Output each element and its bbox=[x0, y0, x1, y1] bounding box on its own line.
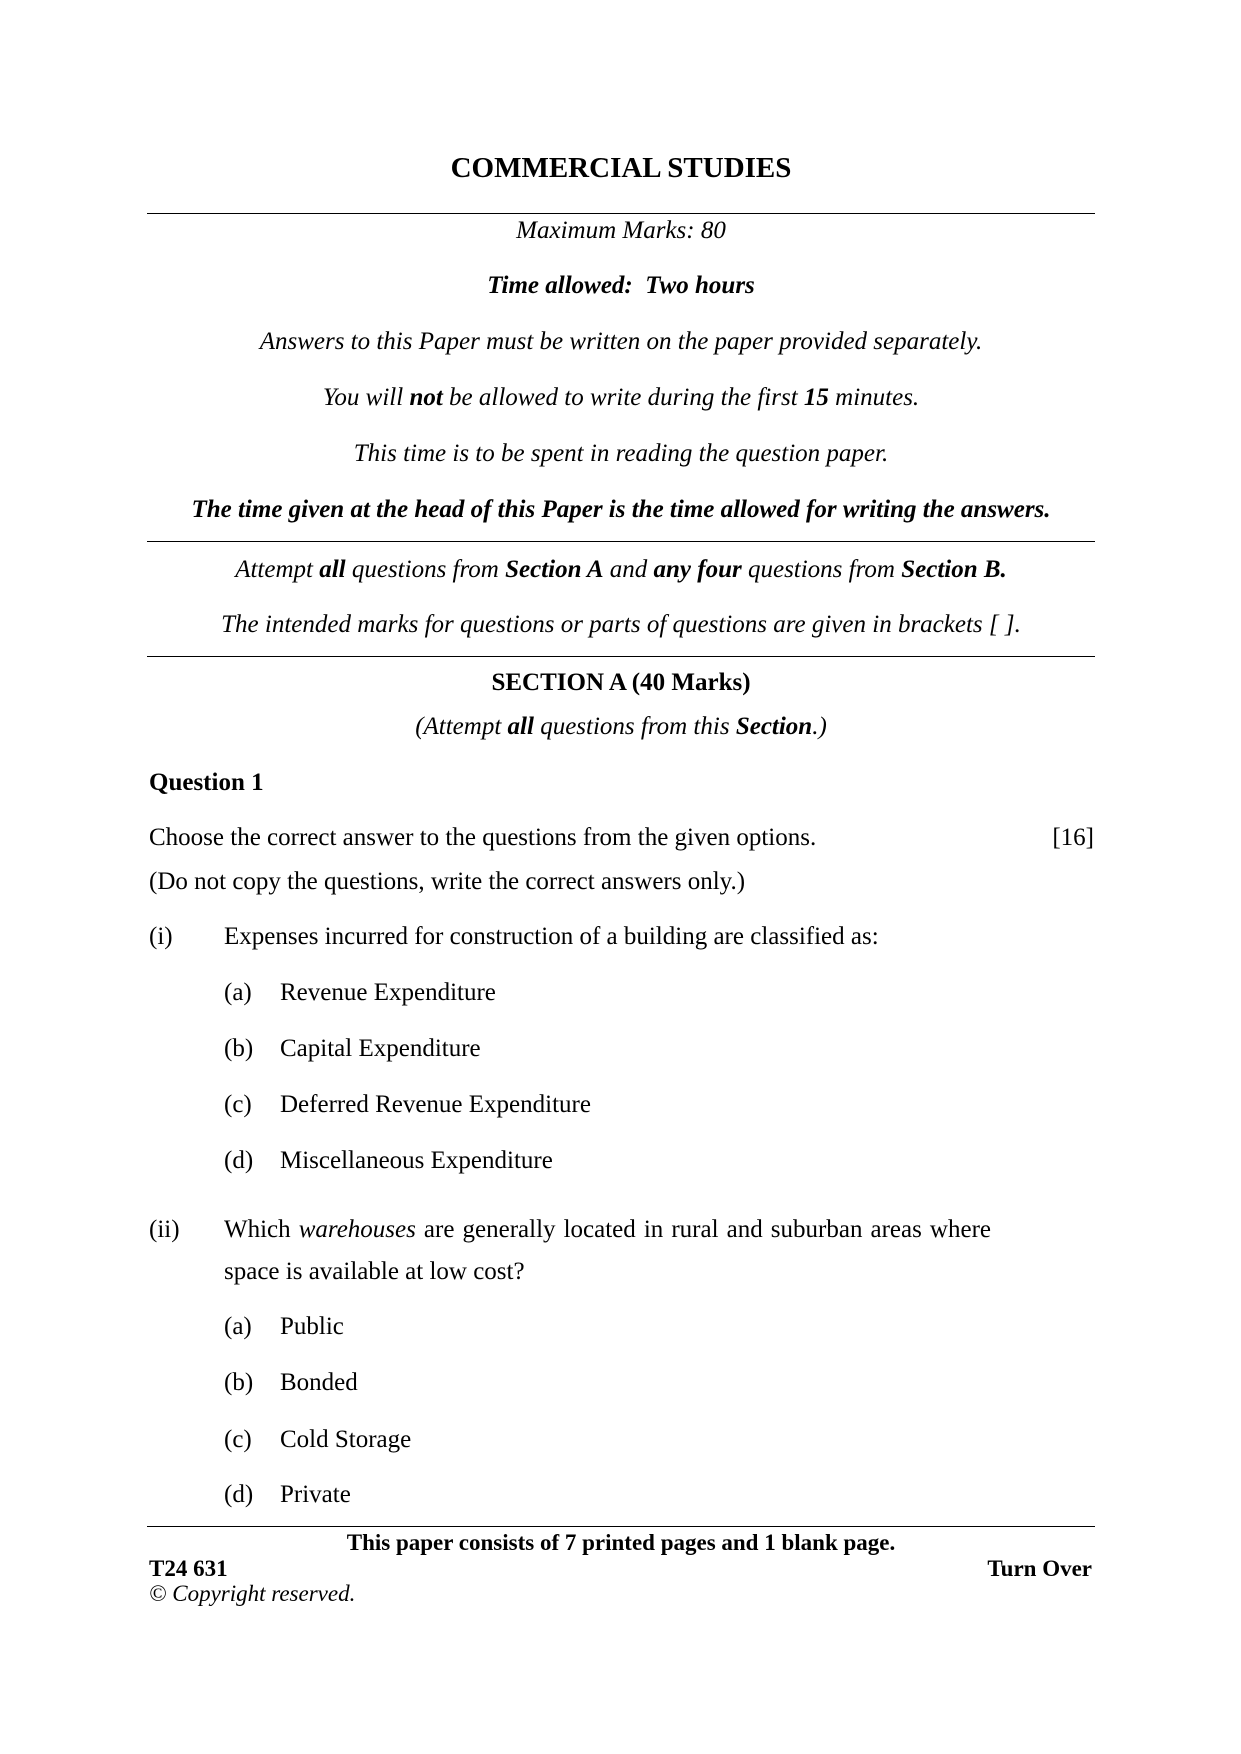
attempt-section-b: Section B. bbox=[901, 556, 1007, 583]
reading-time-instruction bbox=[147, 383, 1095, 413]
option-text: Cold Storage bbox=[280, 1426, 412, 1453]
section-note-text: (Attempt bbox=[415, 713, 508, 740]
copyright-note: © Copyright reserved. bbox=[149, 1581, 356, 1606]
option-label: (d) bbox=[224, 1147, 254, 1174]
part-number: (i) bbox=[149, 923, 173, 950]
question-note: (Do not copy the questions, write the correct answers only.) bbox=[149, 868, 746, 895]
attempt-section-a: Section A bbox=[505, 556, 604, 583]
page-count-note: This paper consists of 7 printed pages and 1 blank page. bbox=[346, 1530, 896, 1555]
reading-purpose: This time is to be spent in reading the question paper. bbox=[353, 440, 889, 467]
paper-code: T24 631 bbox=[149, 1556, 228, 1581]
option-label: (b) bbox=[224, 1035, 254, 1062]
part-text: Expenses incurred for construction of a building are classified as: bbox=[224, 923, 879, 950]
divider-section bbox=[147, 656, 1095, 657]
reading-minutes: 15 bbox=[803, 384, 829, 411]
option-label: (c) bbox=[224, 1091, 252, 1118]
section-note-emphasis: Section bbox=[735, 713, 813, 740]
part-text: Which bbox=[224, 1216, 299, 1243]
attempt-text: and bbox=[603, 556, 654, 583]
time-allowed: Time allowed: Two hours bbox=[487, 272, 755, 299]
option-label: (a) bbox=[224, 979, 252, 1006]
reading-text: be allowed to write during the first bbox=[442, 384, 804, 411]
part-text-line-2: space is available at low cost? bbox=[224, 1258, 525, 1285]
attempt-text: questions from bbox=[741, 556, 902, 583]
section-note-text: .) bbox=[812, 713, 827, 740]
divider-top bbox=[147, 213, 1095, 214]
answers-instruction: Answers to this Paper must be written on the paper provided separately. bbox=[259, 328, 983, 355]
section-a-note bbox=[147, 712, 1095, 742]
question-prompt: Choose the correct answer to the questions from the given options. bbox=[149, 824, 817, 851]
option-label: (d) bbox=[224, 1481, 254, 1508]
option-label: (c) bbox=[224, 1426, 252, 1453]
option-text: Public bbox=[280, 1313, 344, 1340]
question-marks: [16] bbox=[1052, 824, 1094, 851]
turn-over-label: Turn Over bbox=[987, 1556, 1092, 1581]
option-text: Revenue Expenditure bbox=[280, 979, 496, 1006]
divider-footer bbox=[147, 1526, 1095, 1527]
option-text: Capital Expenditure bbox=[280, 1035, 481, 1062]
marks-instruction: The intended marks for questions or parts of questions are given in brackets [ ]. bbox=[221, 611, 1021, 638]
section-note-text: questions from this bbox=[533, 713, 736, 740]
part-text-emphasis: warehouses bbox=[298, 1216, 416, 1243]
section-note-emphasis: all bbox=[507, 713, 534, 740]
part-text-line-1 bbox=[224, 1215, 991, 1245]
option-text: Private bbox=[280, 1481, 351, 1508]
section-a-heading: SECTION A (40 Marks) bbox=[491, 669, 751, 696]
attempt-emphasis: all bbox=[319, 556, 346, 583]
reading-text: You will bbox=[322, 384, 410, 411]
maximum-marks: Maximum Marks: 80 bbox=[516, 217, 726, 244]
writing-time-note: The time given at the head of this Paper is the time allowed for writing the answers. bbox=[191, 496, 1051, 523]
part-number: (ii) bbox=[149, 1216, 180, 1243]
option-label: (a) bbox=[224, 1313, 252, 1340]
question-label: Question 1 bbox=[149, 769, 264, 796]
attempt-instruction bbox=[147, 555, 1095, 585]
option-text: Deferred Revenue Expenditure bbox=[280, 1091, 591, 1118]
paper-title: COMMERCIAL STUDIES bbox=[450, 152, 792, 184]
option-text: Bonded bbox=[280, 1369, 358, 1396]
part-text: are generally located in rural and suburban areas where bbox=[415, 1216, 991, 1243]
divider-instructions bbox=[147, 541, 1095, 542]
attempt-text: Attempt bbox=[235, 556, 320, 583]
attempt-emphasis: any four bbox=[653, 556, 742, 583]
option-text: Miscellaneous Expenditure bbox=[280, 1147, 553, 1174]
reading-text: minutes. bbox=[828, 384, 920, 411]
attempt-text: questions from bbox=[345, 556, 506, 583]
option-label: (b) bbox=[224, 1369, 254, 1396]
reading-emphasis-not: not bbox=[409, 384, 443, 411]
